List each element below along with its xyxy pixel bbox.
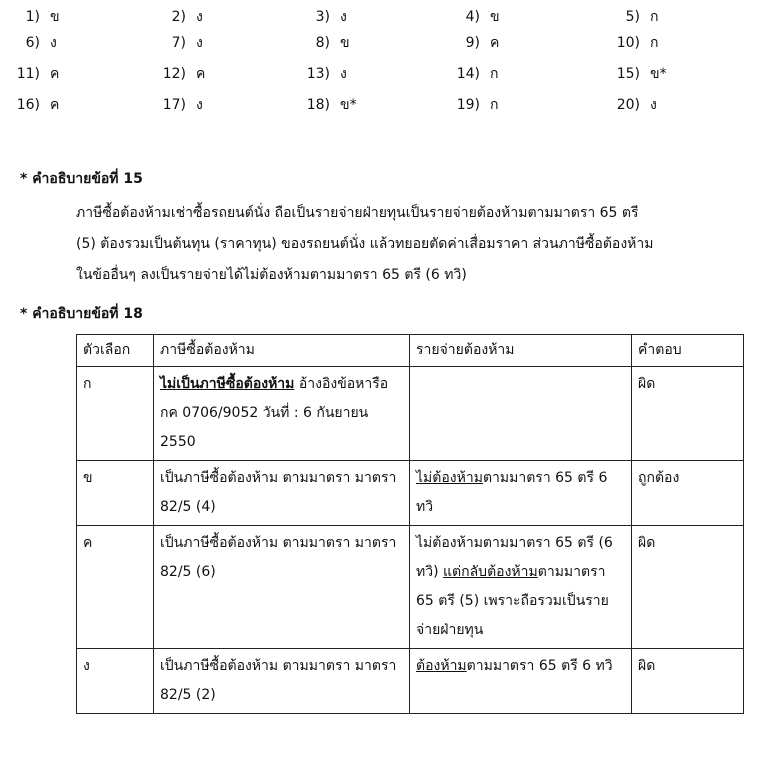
table-header-row: [77, 335, 744, 367]
input-tax-cell: [154, 367, 410, 461]
table-row: [77, 367, 744, 461]
explanation-15-heading: * คำอธิบายข้อที่ 15: [20, 171, 143, 187]
input-tax-cell: เป็นภาษีซื้อต้องห้าม ตามมาตรา มาตรา 82/5 (4): [154, 461, 410, 526]
input-tax-cell: เป็นภาษีซื้อต้องห้าม ตามมาตรา มาตรา 82/5 (6): [154, 526, 410, 649]
answer-number: 8): [315, 35, 330, 51]
answer-number: 1): [25, 9, 40, 25]
explanation-line: ภาษีซื้อต้องห้ามเช่าซื้อรถยนต์นั่ง ถือเป็นรายจ่ายฝ่ายทุนเป็นรายจ่ายต้องห้ามตามมาตรา 65 ตรี: [76, 205, 639, 221]
answer-item: [440, 57, 498, 91]
answer-number: 20): [616, 97, 640, 113]
answer-item: [290, 26, 350, 60]
answer-number: 11): [16, 66, 40, 82]
underlined-text: ไม่เป็นภาษีซื้อต้องห้าม: [160, 376, 295, 392]
answer-number: 12): [162, 66, 186, 82]
table-row: [77, 461, 744, 526]
answer-choice: ง: [196, 97, 203, 113]
answer-row: [0, 26, 766, 60]
answer-item: [0, 26, 57, 60]
answer-choice: ค: [50, 66, 60, 82]
cell-text: ไม่ต้องห้ามตามมาตรา 65 ตรี (6 ทวิ): [416, 535, 613, 580]
answer-row: [0, 88, 766, 122]
answer-number: 6): [25, 35, 40, 51]
answer-item: [440, 88, 498, 122]
answer-number: 16): [16, 97, 40, 113]
answer-choice: ก: [650, 9, 659, 25]
answer-choice: ง: [340, 9, 347, 25]
explanation-18-table: [76, 334, 744, 714]
underlined-text: แต่กลับต้องห้าม: [443, 564, 538, 580]
answer-choice: ค: [490, 35, 500, 51]
answer-item: [146, 88, 203, 122]
answer-choice: ง: [196, 35, 203, 51]
column-header-option: ตัวเลือก: [77, 335, 154, 367]
answer-choice: ก: [490, 66, 499, 82]
answer-item: [0, 88, 59, 122]
option-cell: ก: [77, 367, 154, 461]
answer-choice: ง: [650, 97, 657, 113]
answer-item: [290, 88, 357, 122]
answer-row: [0, 57, 766, 91]
option-cell: ข: [77, 461, 154, 526]
answer-item: [600, 57, 667, 91]
answer-item: [146, 26, 203, 60]
answer-number: 18): [306, 97, 330, 113]
answer-choice: ข: [340, 35, 350, 51]
answer-number: 17): [162, 97, 186, 113]
answer-number: 10): [616, 35, 640, 51]
answer-choice: ข: [50, 9, 60, 25]
expense-cell: [410, 526, 632, 649]
underlined-text: ต้องห้าม: [416, 658, 467, 674]
cell-text: อ้างอิงข้อหารือ กค 0706/9052 วันที่ : 6 กันยายน 2550: [160, 376, 389, 450]
cell-text: ตามมาตรา 65 ตรี 6 ทวิ: [466, 658, 613, 674]
answer-item: [600, 88, 657, 122]
column-header-forbidden-input-tax: ภาษีซื้อต้องห้าม: [154, 335, 410, 367]
answer-cell: ผิด: [632, 526, 744, 649]
table-row: [77, 649, 744, 714]
answer-choice: ง: [196, 9, 203, 25]
answer-number: 2): [171, 9, 186, 25]
answer-cell: ผิด: [632, 367, 744, 461]
answer-item: [600, 26, 658, 60]
answer-number: 9): [465, 35, 480, 51]
expense-cell: [410, 367, 632, 461]
column-header-forbidden-expense: รายจ่ายต้องห้าม: [410, 335, 632, 367]
explanation-line: (5) ต้องรวมเป็นต้นทุน (ราคาทุน) ของรถยนต์นั่ง แล้วทยอยตัดค่าเสื่อมราคา ส่วนภาษีซื้อต้องห้าม: [76, 236, 654, 252]
option-cell: ง: [77, 649, 154, 714]
answer-number: 14): [456, 66, 480, 82]
answer-number: 3): [315, 9, 330, 25]
answer-choice: ง: [340, 66, 347, 82]
answer-number: 15): [616, 66, 640, 82]
column-header-answer: คำตอบ: [632, 335, 744, 367]
cell-text: ตามมาตรา 65 ตรี (5) เพราะถือรวมเป็นรายจ่ายฝ่ายทุน: [416, 564, 609, 638]
table-row: [77, 526, 744, 649]
answer-key: [0, 0, 766, 140]
answer-choice: ข: [490, 9, 500, 25]
answer-choice: ก: [650, 35, 659, 51]
option-cell: ค: [77, 526, 154, 649]
answer-item: [146, 57, 205, 91]
expense-cell: [410, 649, 632, 714]
answer-choice: ง: [50, 35, 57, 51]
answer-number: 4): [465, 9, 480, 25]
answer-cell: ผิด: [632, 649, 744, 714]
input-tax-cell: เป็นภาษีซื้อต้องห้าม ตามมาตรา มาตรา 82/5 (2): [154, 649, 410, 714]
answer-choice: ค: [50, 97, 60, 113]
explanation-line: ในข้ออื่นๆ ลงเป็นรายจ่ายได้ไม่ต้องห้ามตามมาตรา 65 ตรี (6 ทวิ): [76, 267, 467, 283]
cell-text: ตามมาตรา 65 ตรี 6 ทวิ: [416, 470, 608, 515]
answer-item: [290, 57, 347, 91]
explanation-18-heading: * คำอธิบายข้อที่ 18: [20, 306, 143, 322]
answer-item: [0, 57, 59, 91]
answer-number: 7): [171, 35, 186, 51]
expense-cell: [410, 461, 632, 526]
underlined-text: ไม่ต้องห้าม: [416, 470, 483, 486]
answer-cell: ถูกต้อง: [632, 461, 744, 526]
answer-choice: ค: [196, 66, 206, 82]
answer-item: [440, 26, 499, 60]
answer-number: 5): [625, 9, 640, 25]
answer-choice: ข*: [340, 97, 357, 113]
answer-number: 19): [456, 97, 480, 113]
answer-number: 13): [306, 66, 330, 82]
explanation-15-body: [76, 198, 756, 291]
answer-choice: ข*: [650, 66, 667, 82]
answer-choice: ก: [490, 97, 499, 113]
